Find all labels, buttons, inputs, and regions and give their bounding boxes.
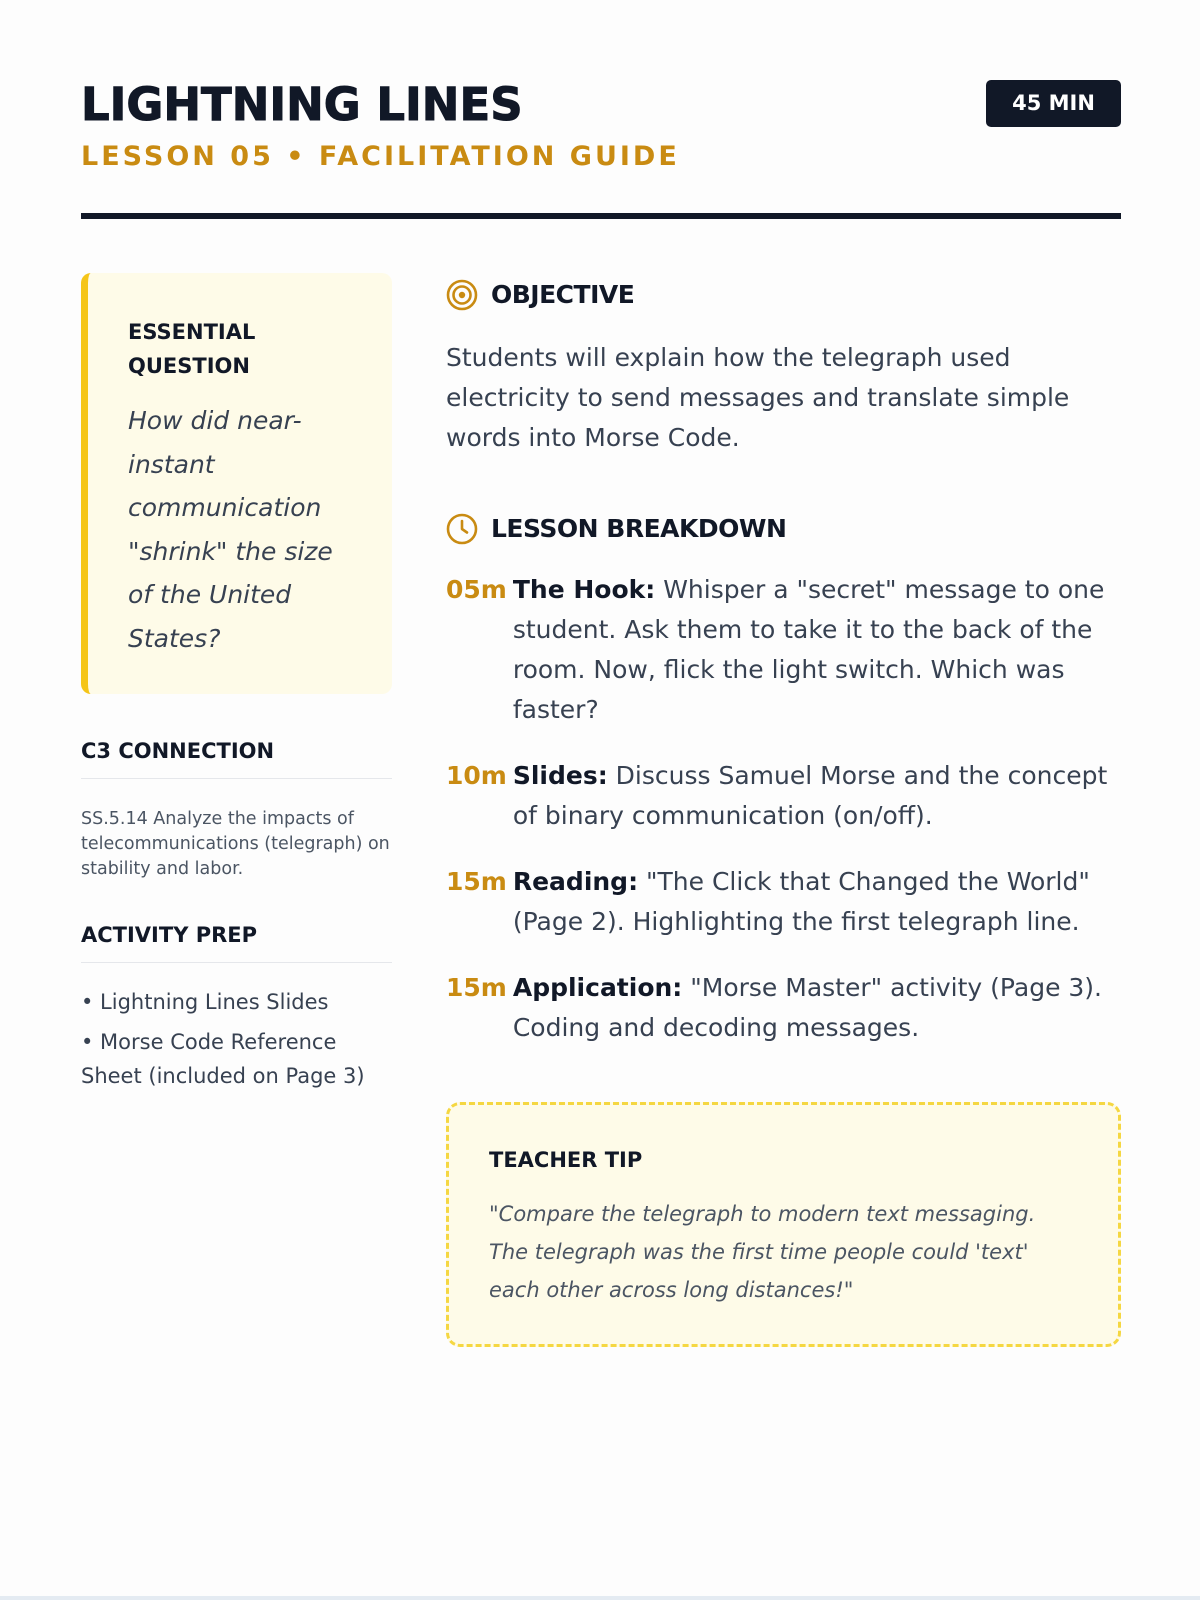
breakdown-steps	[446, 570, 1121, 1048]
step-body	[513, 968, 1121, 1048]
page-bottom-strip	[0, 1596, 1200, 1600]
step-time: 05m	[446, 575, 507, 604]
objective-heading-row	[446, 278, 1121, 312]
step-body	[513, 570, 1121, 730]
activity-prep-heading: ACTIVITY PREP	[81, 922, 392, 963]
list-item: • Morse Code Reference Sheet (included on Page 3)	[81, 1030, 365, 1088]
c3-connection-heading: C3 CONNECTION	[81, 738, 392, 779]
clock-icon	[446, 513, 478, 545]
duration-badge: 45 MIN	[986, 80, 1121, 127]
step-text: "Morse Master" activity (Page 3). Coding and decoding messages.	[512, 973, 1103, 1042]
target-icon	[446, 279, 478, 311]
activity-prep-list	[81, 985, 392, 1093]
breakdown-step	[446, 968, 1121, 1048]
teacher-tip-card	[446, 1102, 1121, 1347]
step-body	[513, 756, 1121, 836]
objective-heading: OBJECTIVE	[491, 280, 635, 309]
step-label: Slides:	[512, 761, 608, 790]
step-body	[513, 862, 1121, 942]
step-label: Reading:	[512, 867, 639, 896]
breakdown-step	[446, 570, 1121, 730]
objective-text: Students will explain how the telegraph used electricity to send messages and translate simple words into Morse Code.	[446, 343, 1070, 452]
list-item: • Lightning Lines Slides	[81, 990, 329, 1014]
essential-question-text: How did near-instant communication "shrink" the size of the United States?	[128, 406, 333, 653]
step-text: Discuss Samuel Morse and the concept of binary communication (on/off).	[512, 761, 1108, 830]
breakdown-heading-row	[446, 512, 1121, 546]
page-title: LIGHTNING LINES	[81, 78, 523, 131]
c3-connection-text: SS.5.14 Analyze the impacts of telecommunications (telegraph) on stability and labor.	[81, 809, 390, 879]
header-divider	[81, 213, 1121, 219]
step-text: Whisper a "secret" message to one student. Ask them to take it to the back of the room. Now, flick the light switch. Which was faster?	[512, 575, 1105, 724]
breakdown-step	[446, 862, 1121, 942]
step-label: The Hook:	[512, 575, 656, 604]
main-content	[446, 278, 1121, 1074]
teacher-tip-label: TEACHER TIP	[489, 1148, 643, 1172]
step-text: "The Click that Changed the World" (Page 2). Highlighting the first telegraph line.	[512, 867, 1090, 936]
sidebar	[81, 273, 392, 1099]
teacher-tip-text: "Compare the telegraph to modern text messaging. The telegraph was the first time people could 'text' each other across long distances!"	[489, 1202, 1036, 1302]
step-time: 15m	[446, 973, 507, 1002]
step-time: 10m	[446, 761, 507, 790]
breakdown-heading: LESSON BREAKDOWN	[491, 514, 787, 543]
essential-question-label: ESSENTIAL QUESTION	[128, 320, 256, 378]
step-label: Application:	[512, 973, 683, 1002]
page-subtitle: LESSON 05 • FACILITATION GUIDE	[81, 141, 680, 172]
breakdown-step	[446, 756, 1121, 836]
essential-question-card	[81, 273, 392, 694]
step-time: 15m	[446, 867, 507, 896]
page-header	[81, 80, 1121, 174]
